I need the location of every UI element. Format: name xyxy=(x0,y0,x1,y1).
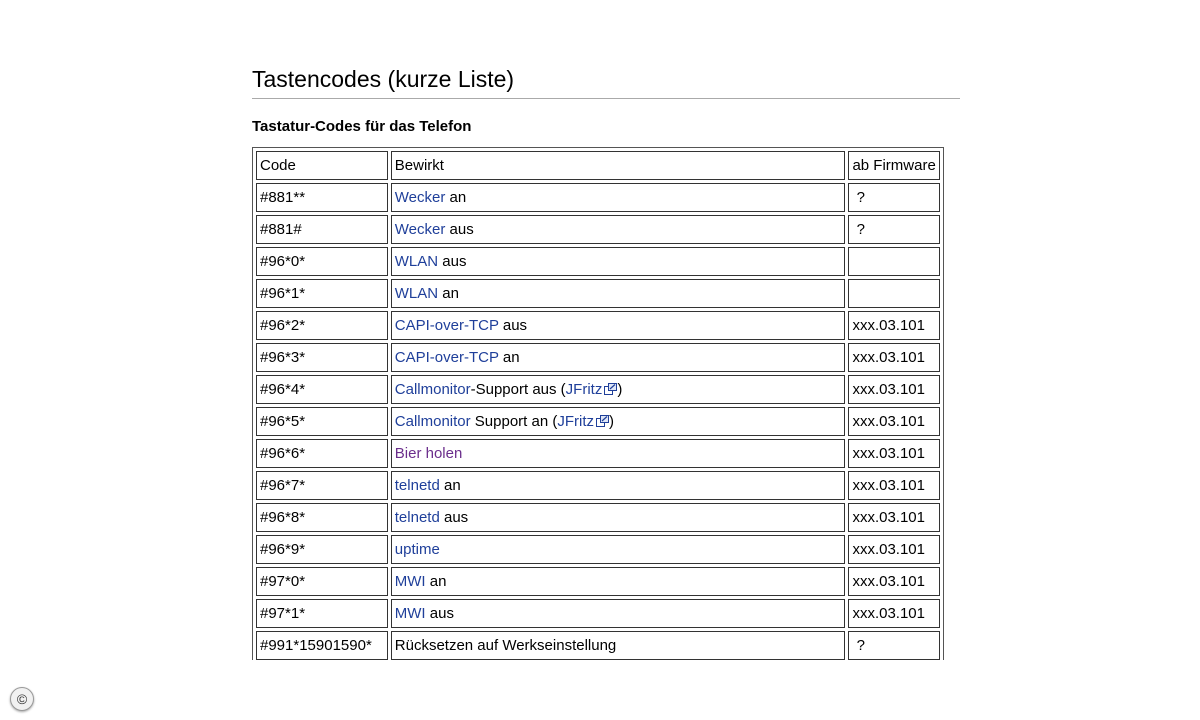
external-link-icon xyxy=(596,415,609,427)
cell-firmware xyxy=(848,247,940,276)
cell-effect xyxy=(391,247,846,276)
table-row xyxy=(256,247,940,276)
feature-link[interactable]: Callmonitor xyxy=(394,381,471,398)
table-row xyxy=(256,503,940,532)
cell-code: #96*7* xyxy=(256,471,388,500)
effect-text: an xyxy=(498,349,520,366)
table-row xyxy=(256,375,940,404)
cell-code: #97*1* xyxy=(256,599,388,628)
cell-effect: Rücksetzen auf Werkseinstellung xyxy=(391,631,846,660)
cell-firmware: xxx.03.101 xyxy=(848,599,940,628)
cell-firmware: xxx.03.101 xyxy=(848,439,940,468)
feature-link[interactable]: MWI xyxy=(394,605,426,622)
copyright-badge: © xyxy=(10,687,34,711)
table-row xyxy=(256,599,940,628)
feature-link[interactable]: WLAN xyxy=(394,253,439,270)
cell-effect xyxy=(391,599,846,628)
feature-link[interactable]: Wecker xyxy=(394,221,446,238)
effect-text: aus xyxy=(498,317,528,334)
cell-firmware: xxx.03.101 xyxy=(848,567,940,596)
effect-text-end: ) xyxy=(609,413,615,430)
effect-text: aus xyxy=(445,221,474,238)
header-effect: Bewirkt xyxy=(391,151,846,180)
feature-link[interactable]: telnetd xyxy=(394,477,440,494)
table-row xyxy=(256,183,940,212)
cell-effect xyxy=(391,343,846,372)
header-code: Code xyxy=(256,151,388,180)
feature-link[interactable]: CAPI-over-TCP xyxy=(394,349,499,366)
feature-link[interactable]: Wecker xyxy=(394,189,446,206)
cell-effect xyxy=(391,567,846,596)
table-row xyxy=(256,407,940,436)
cell-effect xyxy=(391,439,846,468)
cell-firmware: xxx.03.101 xyxy=(848,535,940,564)
table-row xyxy=(256,439,940,468)
table-header-row xyxy=(256,151,940,180)
effect-text: an xyxy=(425,573,447,590)
effect-text: Support an ( xyxy=(470,413,558,430)
effect-text: aus xyxy=(439,509,469,526)
cell-code: #96*4* xyxy=(256,375,388,404)
feature-link[interactable]: Bier holen xyxy=(394,445,463,462)
cell-effect xyxy=(391,183,846,212)
cell-firmware: xxx.03.101 xyxy=(848,375,940,404)
cell-code: #96*0* xyxy=(256,247,388,276)
cell-code: #96*9* xyxy=(256,535,388,564)
feature-link[interactable]: WLAN xyxy=(394,285,439,302)
external-link-icon xyxy=(604,383,617,395)
cell-firmware: xxx.03.101 xyxy=(848,407,940,436)
feature-link[interactable]: telnetd xyxy=(394,509,440,526)
effect-text-end: ) xyxy=(617,381,623,398)
page-title: Tastencodes (kurze Liste) xyxy=(252,62,960,99)
cell-effect xyxy=(391,311,846,340)
cell-code: #96*3* xyxy=(256,343,388,372)
table-row xyxy=(256,343,940,372)
cell-code: #96*1* xyxy=(256,279,388,308)
cell-effect xyxy=(391,407,846,436)
effect-text: an xyxy=(445,189,467,206)
cell-firmware: ? xyxy=(848,183,940,212)
cell-firmware: xxx.03.101 xyxy=(848,503,940,532)
table-row xyxy=(256,567,940,596)
effect-text: aus xyxy=(438,253,467,270)
feature-link[interactable]: uptime xyxy=(394,541,440,558)
effect-text: an xyxy=(439,477,461,494)
cell-firmware: xxx.03.101 xyxy=(848,343,940,372)
cell-code: #96*2* xyxy=(256,311,388,340)
cell-code: #97*0* xyxy=(256,567,388,596)
table-row xyxy=(256,311,940,340)
cell-code: #991*15901590* xyxy=(256,631,388,660)
cell-code: #96*5* xyxy=(256,407,388,436)
header-firmware: ab Firmware xyxy=(848,151,940,180)
cell-effect xyxy=(391,279,846,308)
cell-effect xyxy=(391,503,846,532)
cell-firmware: ? xyxy=(848,215,940,244)
table-row xyxy=(256,535,940,564)
feature-link[interactable]: CAPI-over-TCP xyxy=(394,317,499,334)
content-area xyxy=(252,62,960,137)
effect-text: aus xyxy=(425,605,454,622)
external-link-label: JFritz xyxy=(565,381,603,398)
external-link[interactable] xyxy=(557,413,609,430)
cell-firmware: ? xyxy=(848,631,940,660)
cell-effect xyxy=(391,375,846,404)
table-row xyxy=(256,279,940,308)
effect-text: an xyxy=(438,285,459,302)
cell-firmware: xxx.03.101 xyxy=(848,471,940,500)
effect-text: -Support aus ( xyxy=(470,381,566,398)
key-codes-table xyxy=(252,147,944,660)
table-viewport[interactable] xyxy=(252,147,944,660)
table-row xyxy=(256,471,940,500)
external-link-label: JFritz xyxy=(557,413,595,430)
cell-effect xyxy=(391,215,846,244)
external-link[interactable] xyxy=(566,381,618,398)
cell-code: #96*8* xyxy=(256,503,388,532)
cell-code: #881# xyxy=(256,215,388,244)
cell-effect xyxy=(391,535,846,564)
cell-firmware xyxy=(848,279,940,308)
section-heading: Tastatur-Codes für das Telefon xyxy=(252,118,472,135)
table-row xyxy=(256,215,940,244)
feature-link[interactable]: MWI xyxy=(394,573,426,590)
cell-firmware: xxx.03.101 xyxy=(848,311,940,340)
cell-effect xyxy=(391,471,846,500)
feature-link[interactable]: Callmonitor xyxy=(394,413,471,430)
cell-code: #96*6* xyxy=(256,439,388,468)
cell-code: #881** xyxy=(256,183,388,212)
table-row xyxy=(256,631,940,660)
